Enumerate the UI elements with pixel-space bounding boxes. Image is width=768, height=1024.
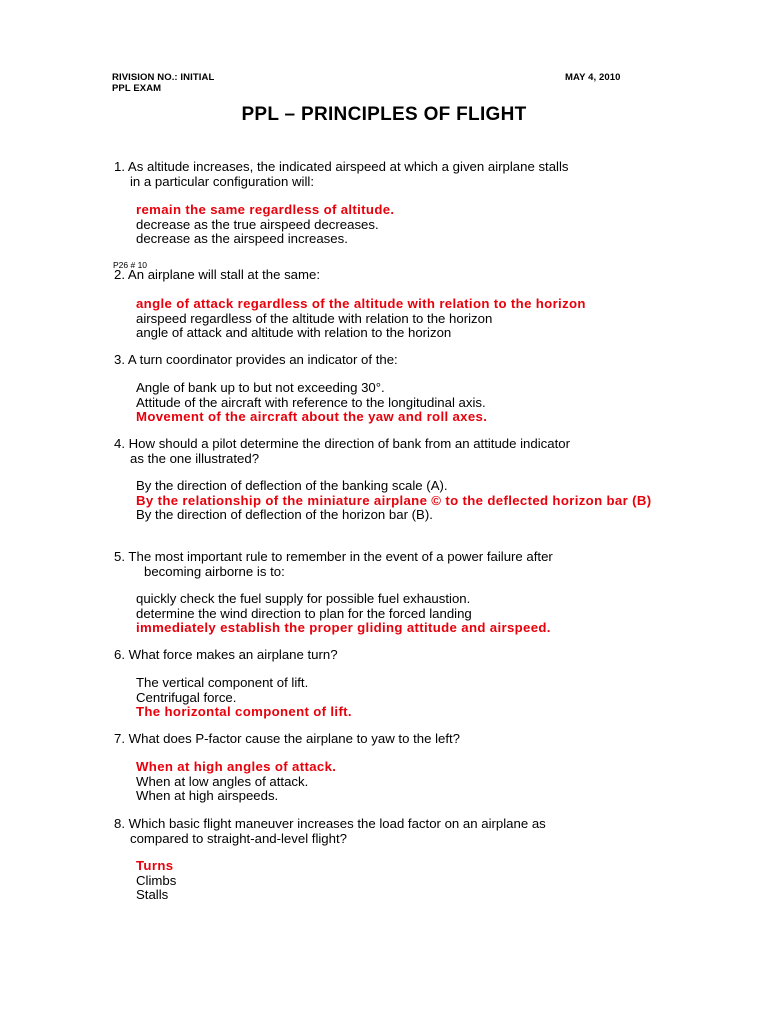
question-4-line-2: as the one illustrated? xyxy=(130,450,260,466)
document-date: MAY 4, 2010 xyxy=(565,72,621,83)
question-8-option-c: Stalls xyxy=(136,887,169,902)
question-2-option-a: angle of attack regardless of the altitude with relation to the horizon xyxy=(136,296,586,311)
question-5-option-a: quickly check the fuel supply for possible fuel exhaustion. xyxy=(136,591,471,606)
question-8-option-a: Turns xyxy=(136,858,174,873)
question-8-option-b: Climbs xyxy=(136,872,177,888)
question-5-option-c: immediately establish the proper gliding attitude and airspeed. xyxy=(136,620,551,635)
question-6-option-c: The horizontal component of lift. xyxy=(136,704,352,719)
question-6-option-b: Centrifugal force. xyxy=(136,689,237,705)
question-5-line-2: becoming airborne is to: xyxy=(144,563,285,579)
question-1 xyxy=(114,160,569,189)
question-2-option-b: airspeed regardless of the altitude with relation to the horizon xyxy=(136,310,493,326)
question-3-option-c: Movement of the aircraft about the yaw and roll axes. xyxy=(136,409,488,424)
question-5-option-b: determine the wind direction to plan for the forced landing xyxy=(136,605,472,621)
question-3 xyxy=(114,353,398,368)
exam-label: PPL EXAM xyxy=(112,83,162,94)
question-2-options xyxy=(136,297,656,341)
question-8-line-1: 8. Which basic flight maneuver increases the load factor on an airplane as xyxy=(114,816,546,831)
question-7-option-a: When at high angles of attack. xyxy=(136,759,337,774)
question-6-options xyxy=(136,676,656,720)
question-5-options xyxy=(136,592,656,636)
page-title: PPL – PRINCIPLES OF FLIGHT xyxy=(241,104,527,125)
question-1-option-c: decrease as the airspeed increases. xyxy=(136,231,348,246)
question-5-line-1: 5. The most important rule to remember in the event of a power failure after xyxy=(114,549,553,564)
question-1-option-b: decrease as the true airspeed decreases. xyxy=(136,216,379,232)
question-7 xyxy=(114,732,460,747)
question-8 xyxy=(114,817,546,846)
question-6-option-a: The vertical component of lift. xyxy=(136,675,309,690)
question-7-option-c: When at high airspeeds. xyxy=(136,788,279,803)
question-8-line-2: compared to straight-and-level flight? xyxy=(130,830,347,846)
question-3-option-b: Attitude of the aircraft with reference to the longitudinal axis. xyxy=(136,394,486,410)
question-4-option-c: By the direction of deflection of the horizon bar (B). xyxy=(136,507,433,522)
question-2-reference: P26 # 10 xyxy=(113,260,148,270)
question-1-line-2: in a particular configuration will: xyxy=(130,173,314,189)
question-7-option-b: When at low angles of attack. xyxy=(136,773,309,789)
question-1-options xyxy=(136,203,656,247)
question-3-option-a: Angle of bank up to but not exceeding 30°. xyxy=(136,380,385,395)
question-8-options xyxy=(136,859,656,903)
question-6 xyxy=(114,648,338,663)
question-2 xyxy=(114,268,320,283)
question-7-options xyxy=(136,760,656,804)
question-2-option-c: angle of attack and altitude with relation to the horizon xyxy=(136,325,452,340)
question-4-options xyxy=(136,479,656,523)
question-7-line-1: 7. What does P-factor cause the airplane to yaw to the left? xyxy=(114,731,460,746)
question-1-option-a: remain the same regardless of altitude. xyxy=(136,202,395,217)
revision-label: RIVISION NO.: INITIAL xyxy=(112,72,215,83)
question-1-line-1: 1. As altitude increases, the indicated airspeed at which a given airplane stalls xyxy=(114,159,569,174)
question-5 xyxy=(114,550,553,579)
question-3-line-1: 3. A turn coordinator provides an indicator of the: xyxy=(114,352,398,367)
question-4-option-a: By the direction of deflection of the banking scale (A). xyxy=(136,478,448,493)
question-4 xyxy=(114,437,570,466)
question-2-line-1: 2. An airplane will stall at the same: xyxy=(114,267,320,282)
question-4-option-b: By the relationship of the miniature airplane © to the deflected horizon bar (B) xyxy=(136,492,652,508)
question-3-options xyxy=(136,381,656,425)
question-4-line-1: 4. How should a pilot determine the direction of bank from an attitude indicator xyxy=(114,436,570,451)
question-6-line-1: 6. What force makes an airplane turn? xyxy=(114,647,338,662)
